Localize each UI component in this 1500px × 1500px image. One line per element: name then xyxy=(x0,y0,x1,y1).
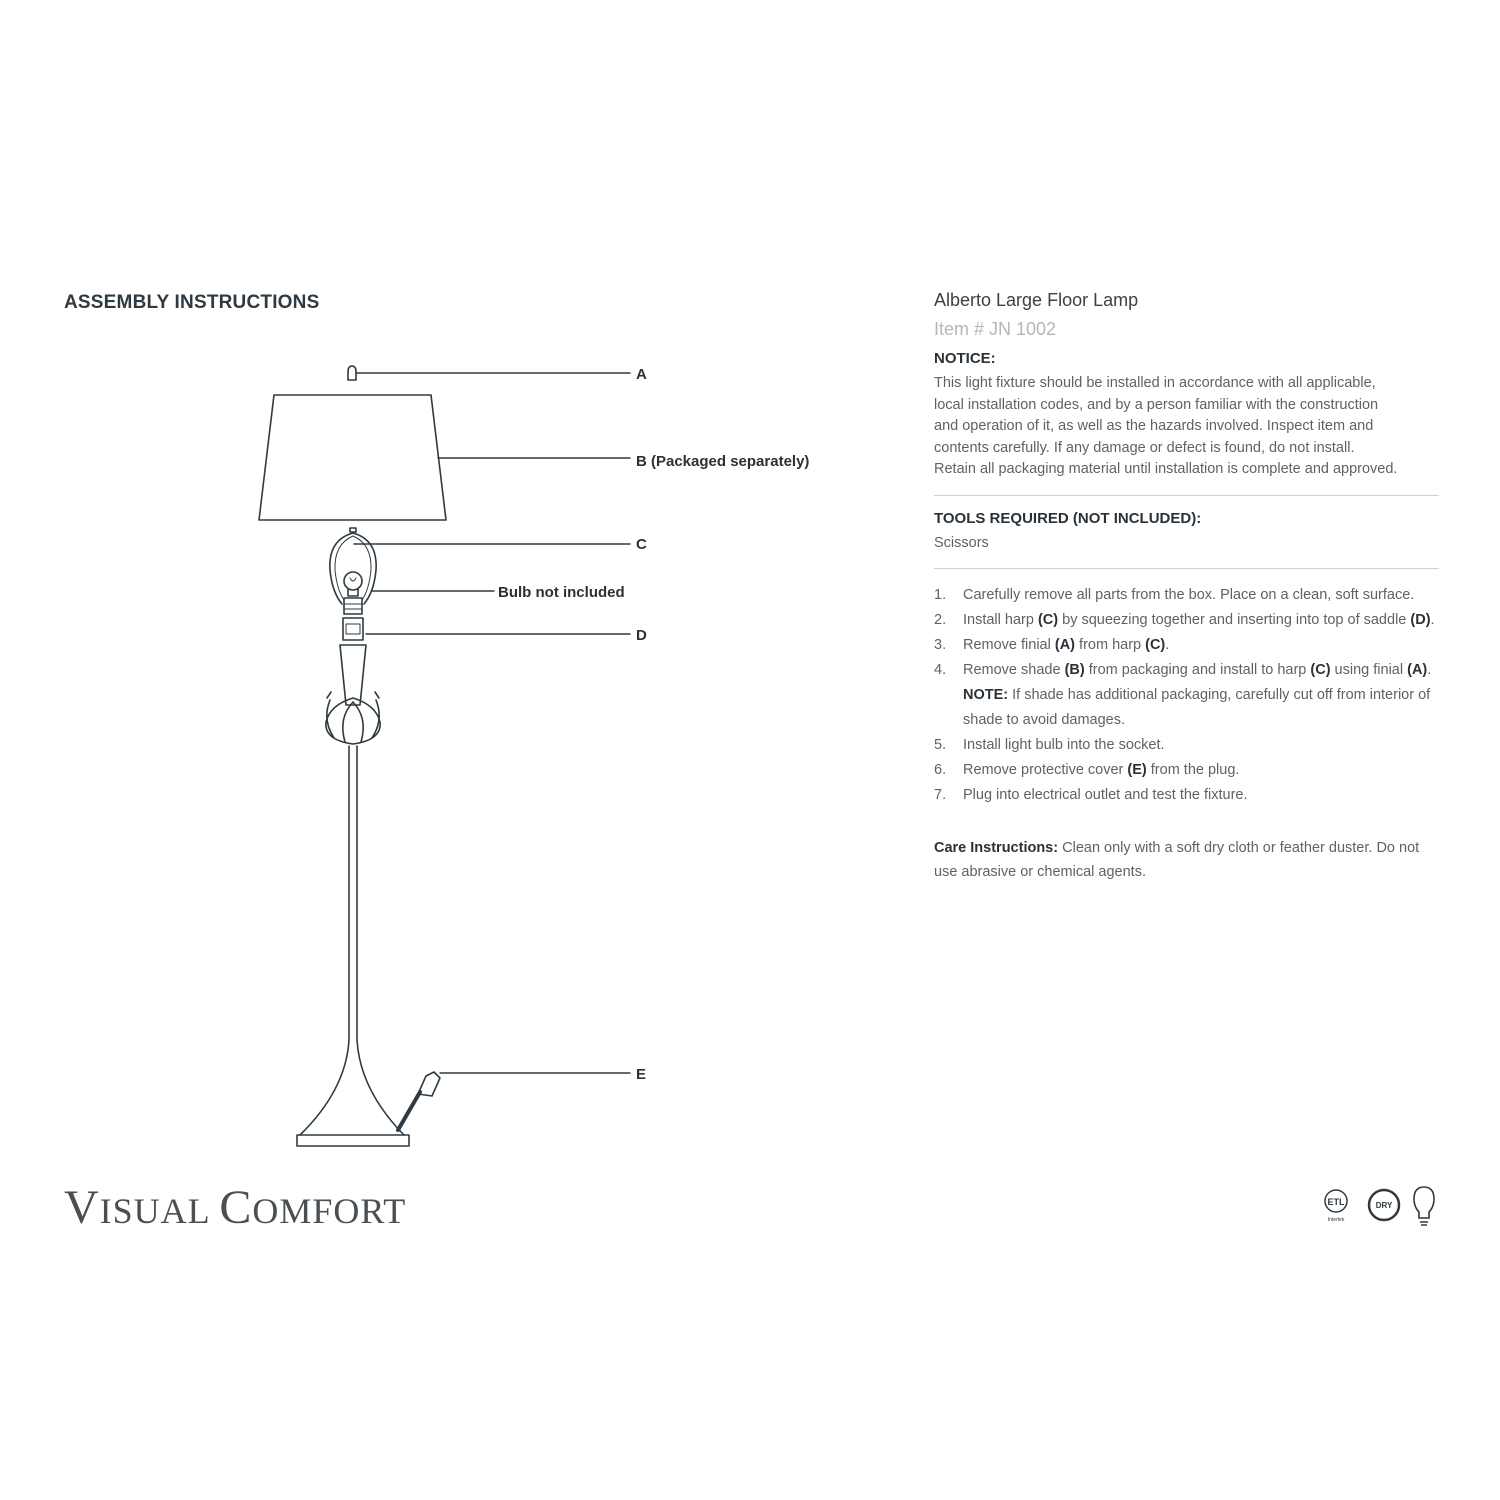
lamp-base xyxy=(297,1135,409,1146)
lotus-ornament xyxy=(326,692,380,744)
step-note xyxy=(934,683,1439,733)
power-cord xyxy=(398,1092,420,1130)
step-item xyxy=(934,633,1439,658)
notice-text xyxy=(934,373,1439,481)
divider xyxy=(934,495,1439,496)
lamp-stem xyxy=(300,746,404,1135)
tools-list: Scissors xyxy=(934,534,989,551)
step-number: 3. xyxy=(934,637,947,653)
notice-line: local installation codes, and by a person familiar with the construction xyxy=(934,396,1379,413)
care-text: Clean only with a soft dry cloth or feather duster. Do not use abrasive or chemical agents. xyxy=(934,840,1420,880)
harp-cap xyxy=(350,528,356,532)
instructions-panel xyxy=(934,290,1439,884)
notice-line: and operation of it, as well as the hazards involved. Inspect item and xyxy=(934,418,1374,434)
step-text: Plug into electrical outlet and test the fixture. xyxy=(963,787,1248,803)
step-number: 6. xyxy=(934,762,947,778)
divider xyxy=(934,568,1439,569)
etl-listed-icon xyxy=(1325,1190,1347,1223)
light-bulb-icon xyxy=(1414,1187,1434,1225)
step-number: 2. xyxy=(934,612,947,628)
notice-heading: NOTICE: xyxy=(934,350,996,367)
step-number xyxy=(934,683,963,733)
lampshade-part xyxy=(259,395,446,520)
step-text: Install harp (C) by squeezing together and inserting into top of saddle (D). xyxy=(963,612,1435,628)
label-c: C xyxy=(636,536,647,553)
svg-text:DRY: DRY xyxy=(1375,1201,1393,1210)
notice-line: Retain all packaging material until installation is complete and approved. xyxy=(934,461,1398,477)
label-e: E xyxy=(636,1066,647,1083)
label-a: A xyxy=(636,366,647,383)
notice-line: This light fixture should be installed in accordance with all applicable, xyxy=(934,375,1376,391)
step-item xyxy=(934,783,1439,808)
label-bulb: Bulb not included xyxy=(498,584,625,601)
step-item xyxy=(934,758,1439,783)
label-b: B (Packaged separately) xyxy=(636,453,810,470)
certification-icons xyxy=(1318,1183,1440,1229)
bulb-illustration xyxy=(344,572,362,596)
step-number: 4. xyxy=(934,662,947,678)
step-text: Carefully remove all parts from the box. Place on a clean, soft surface. xyxy=(963,587,1415,603)
step-item xyxy=(934,658,1439,683)
care-instructions xyxy=(934,836,1439,884)
brand-logo: VISUAL COMFORT xyxy=(64,1181,407,1234)
step-text: NOTE: If shade has additional packaging, carefully cut off from interior of shade to avoid damages. xyxy=(963,687,1431,728)
step-text: Remove protective cover (E) from the plug. xyxy=(963,762,1240,778)
label-d: D xyxy=(636,627,647,644)
finial-part xyxy=(348,366,356,380)
step-text: Install light bulb into the socket. xyxy=(963,737,1165,753)
product-name: Alberto Large Floor Lamp xyxy=(934,290,1139,310)
socket-part xyxy=(344,598,362,614)
steps-list xyxy=(934,583,1439,808)
step-item xyxy=(934,733,1439,758)
dry-location-icon xyxy=(1369,1190,1399,1220)
step-number: 7. xyxy=(934,787,947,803)
svg-text:Intertek: Intertek xyxy=(1327,1217,1345,1223)
page-title: ASSEMBLY INSTRUCTIONS xyxy=(64,292,320,313)
step-number: 5. xyxy=(934,737,947,753)
step-item xyxy=(934,583,1439,608)
tools-heading: TOOLS REQUIRED (NOT INCLUDED): xyxy=(934,509,1202,527)
notice-line: contents carefully. If any damage or defect is found, do not install. xyxy=(934,439,1355,456)
care-label: Care Instructions: xyxy=(934,840,1059,856)
step-number: 1. xyxy=(934,587,947,603)
step-text: Remove shade (B) from packaging and install to harp (C) using finial (A). xyxy=(963,662,1432,678)
step-item xyxy=(934,608,1439,633)
svg-text:ETL: ETL xyxy=(1327,1197,1345,1207)
item-number: Item # JN 1002 xyxy=(934,319,1057,339)
step-text: Remove finial (A) from harp (C). xyxy=(963,637,1170,653)
